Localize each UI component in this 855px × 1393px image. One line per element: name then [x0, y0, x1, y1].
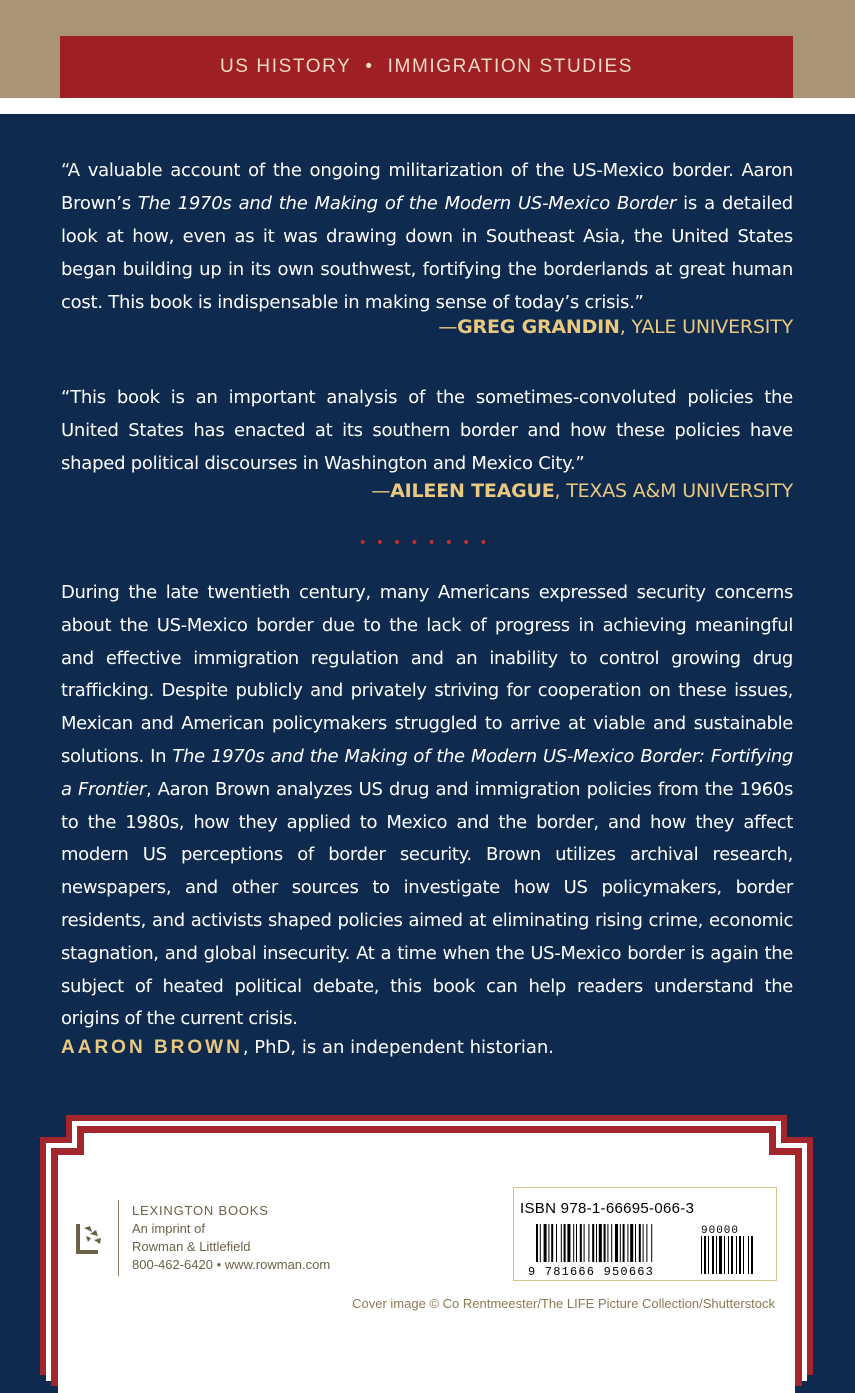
praise-attribution-2: [371, 480, 793, 502]
barcode-addon-bar: [751, 1236, 753, 1274]
barcode-bar: [607, 1224, 608, 1262]
barcode-bar: [556, 1224, 557, 1262]
praise-attribution-1: [438, 316, 793, 338]
author-bio: [61, 1037, 554, 1059]
praise-quote-1-title: The 1970s and the Making of the Modern US-Mexico Border: [137, 193, 677, 214]
barcode-addon-bar: [716, 1236, 717, 1274]
barcode-bar: [592, 1224, 594, 1262]
isbn-price-code: 90000: [701, 1225, 740, 1237]
barcode-bar: [630, 1224, 633, 1262]
barcode-bar: [651, 1224, 652, 1262]
barcode-bar: [536, 1224, 538, 1262]
barcode-bar: [611, 1224, 612, 1262]
publisher-info: [132, 1202, 330, 1274]
barcode-addon-bar: [736, 1236, 737, 1274]
publisher-parent: Rowman & Littlefield: [132, 1239, 251, 1254]
barcode-bar: [639, 1224, 641, 1262]
barcode-addon-bar: [728, 1236, 729, 1274]
barcode-addon-bar: [712, 1236, 714, 1274]
category-immigration-studies: IMMIGRATION STUDIES: [387, 56, 634, 77]
barcode-bar: [627, 1224, 628, 1262]
publisher-contact: 800-462-6420 • www.rowman.com: [132, 1257, 331, 1272]
praise-quote-1-text: “A valuable account of the ongoing militarization of the US-Mexico border. Aaron Brown’s: [61, 160, 793, 214]
barcode-addon-bar: [719, 1236, 722, 1274]
description-text: During the late twentieth century, many Americans expressed security concerns about the US-Mexico border due to the lack of progress in achieving meaningful and effective immigration regulation and an inability to control growing drug trafficking. Despite publicly and privately striving for cooperation on these issues, Mexican and American policymakers struggled to arrive at viable and sustainable solutions. In: [61, 582, 793, 767]
dotted-divider: ••••••••: [358, 535, 497, 551]
cover-image-credit: Cover image © Co Rentmeester/The LIFE Picture Collection/Shutterstock: [352, 1296, 775, 1311]
publisher-name: LEXINGTON BOOKS: [132, 1203, 269, 1218]
author-bio-text: , PhD, is an independent historian.: [242, 1037, 555, 1058]
barcode-bar: [580, 1224, 582, 1262]
barcode-bar: [544, 1224, 547, 1262]
barcode-bar: [646, 1224, 647, 1262]
barcode-addon-bar: [724, 1236, 725, 1274]
isbn-label: ISBN 978-1-66695-066-3: [520, 1200, 695, 1217]
reviewer-name: GREG GRANDIN: [457, 316, 620, 338]
barcode: [528, 1222, 768, 1276]
praise-quote-2: “This book is an important analysis of the sometimes-convoluted policies the United States has enacted at its southern border and how these policies have shaped political discourses in Washington and Mexico City.”: [61, 387, 793, 474]
barcode-addon-bar: [743, 1236, 744, 1274]
white-strip: [0, 98, 855, 114]
barcode-bar: [635, 1224, 636, 1262]
author-name: AARON BROWN: [61, 1037, 243, 1058]
barcode-bar: [564, 1224, 566, 1262]
praise-quote-1: [61, 154, 793, 319]
book-description: [61, 577, 793, 1036]
category-separator: •: [365, 56, 374, 77]
barcode-bar: [620, 1224, 621, 1262]
publisher-logo-icon: [76, 1222, 104, 1256]
reviewer-name: AILEEN TEAGUE: [390, 480, 555, 502]
barcode-bar: [643, 1224, 644, 1262]
barcode-bar: [540, 1224, 541, 1262]
barcode-addon-bar: [731, 1236, 733, 1274]
barcode-addon-bar: [739, 1236, 741, 1274]
reviewer-affiliation: , YALE UNIVERSITY: [619, 316, 793, 338]
praise-quote-1-text-end: is a detailed look at how, even as it was drawing down in Southeast Asia, the United States began building up in its own southwest, fortifying the borderlands at great human cost. This book is indispensable in making sense of today’s crisis.”: [61, 193, 793, 313]
barcode-bar: [599, 1224, 602, 1262]
barcode-bar: [561, 1224, 562, 1262]
reviewer-affiliation: , TEXAS A&M UNIVERSITY: [554, 480, 793, 502]
barcode-bar: [551, 1224, 553, 1262]
barcode-addon-bar: [704, 1236, 706, 1274]
category-bar: [60, 36, 793, 98]
barcode-bar: [576, 1224, 577, 1262]
barcode-bar: [615, 1224, 618, 1262]
barcode-bar: [596, 1224, 597, 1262]
barcode-addon-bar: [748, 1236, 749, 1274]
barcode-bar: [573, 1224, 574, 1262]
category-us-history: US HISTORY: [219, 56, 352, 77]
barcode-bar: [588, 1224, 589, 1262]
barcode-bar: [604, 1224, 606, 1262]
barcode-bar: [623, 1224, 625, 1262]
barcode-addon-bar: [708, 1236, 709, 1274]
barcode-bar: [567, 1224, 570, 1262]
barcode-bar: [584, 1224, 585, 1262]
isbn-digits: 9 781666 950663: [528, 1265, 655, 1276]
publisher-divider: [118, 1200, 119, 1276]
attribution-dash: —: [371, 480, 391, 502]
barcode-bar: [548, 1224, 549, 1262]
barcode-addon-bar: [701, 1236, 702, 1274]
publisher-imprint-line: An imprint of: [132, 1221, 205, 1236]
description-book-title: The 1970s and the Making of the Modern US-Mexico Border: Fortifying a Frontier: [61, 745, 793, 800]
description-text-end: , Aaron Brown analyzes US drug and immigration policies from the 1960s to the 1980s, how they applied to Mexico and the border, and how they affect modern US perceptions of border security. Brown utilizes archival research, newspapers, and other sources to investigate how US policymakers, border residents, and activists shaped policies aimed at eliminating rising crime, economic stagnation, and global insecurity. At a time when the US-Mexico border is again the subject of heated political debate, this book can help readers understand the origins of the current crisis.: [61, 778, 793, 1030]
attribution-dash: —: [438, 316, 458, 338]
